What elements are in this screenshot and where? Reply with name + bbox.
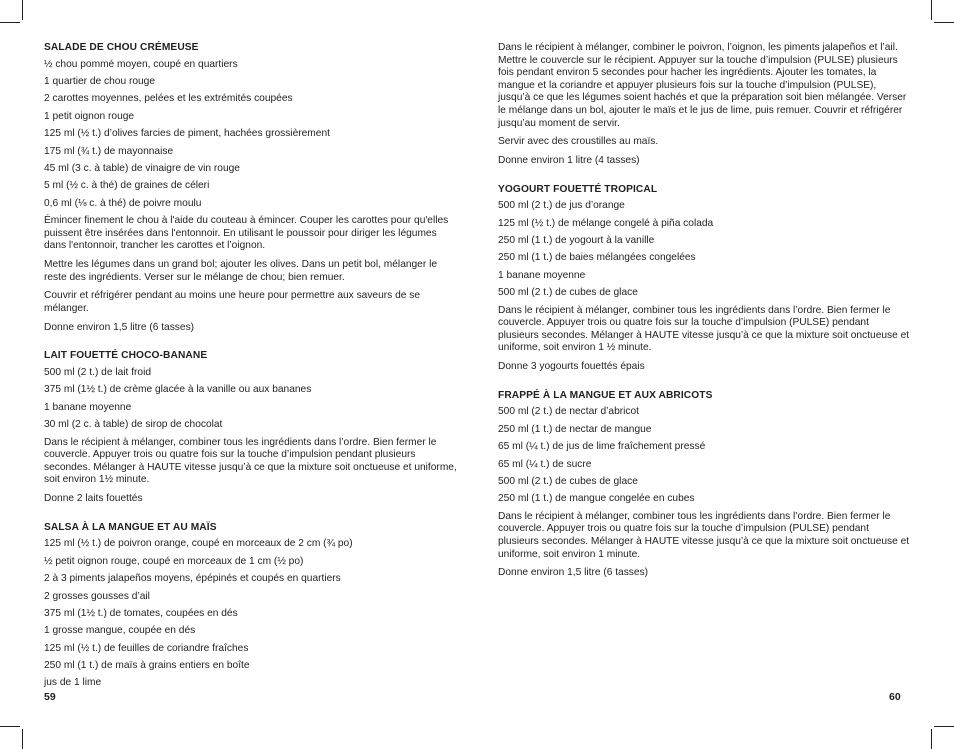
recipe-yield: Donne 3 yogourts fouettés épais [498,361,645,373]
ingredient: 1 grosse mangue, coupée en dés [44,625,196,637]
ingredient: ½ petit oignon rouge, coupé en morceaux de 1 cm (½ po) [44,555,304,567]
recipe-title: FRAPPÉ À LA MANGUE ET AUX ABRICOTS [498,389,713,401]
ingredient: 375 ml (1½ t.) de crème glacée à la vanille ou aux bananes [44,384,312,396]
ingredient: jus de 1 lime [44,677,102,689]
ingredient: 65 ml (¼ t.) de jus de lime fraîchement pressé [498,441,706,453]
instruction-paragraph: Dans le récipient à mélanger, combiner tous les ingrédients dans l’ordre. Bien fermer le couvercle. Appuyer trois ou quatre fois sur la touche d’impulsion pendant plusieurs secondes. Mélanger à HAUTE vitesse jusqu’à ce que la mixture soit onctueuse et uniforme, soit environ 1½ minute. [44,436,457,486]
crop-mark-bottom-right-v [931,729,932,749]
ingredient: 175 ml (¾ t.) de mayonnaise [44,145,174,157]
ingredient: 2 à 3 piments jalapeños moyens, épépinés et coupés en quartiers [44,573,341,585]
recipe-mango-apricot-frappe [498,390,910,580]
ingredient: 2 carottes moyennes, pelées et les extrémités coupées [44,93,293,105]
ingredient: 250 ml (1 t.) de nectar de mangue [498,423,652,435]
ingredient: 500 ml (2 t.) de lait froid [44,367,152,379]
ingredient: 500 ml (2 t.) de nectar d’abricot [498,406,639,418]
crop-mark-top-left-h [0,22,20,23]
recipe-yield: Donne 2 laits fouettés [44,493,143,505]
crop-mark-top-right-h [934,22,954,23]
recipe-mango-corn-salsa [44,522,458,690]
ingredient: 375 ml (1½ t.) de tomates, coupées en dés [44,607,238,619]
right-page-column [498,42,910,586]
recipe-yield: Donne environ 1 litre (4 tasses) [498,155,640,167]
crop-mark-bottom-left-h [0,726,20,727]
salsa-continued [498,42,910,168]
ingredient: 500 ml (2 t.) de cubes de glace [498,475,638,487]
ingredient: 500 ml (2 t.) de jus d’orange [498,200,625,212]
ingredient: ½ chou pommé moyen, coupé en quartiers [44,58,238,70]
left-page-column [44,42,458,695]
ingredient: 1 petit oignon rouge [44,110,135,122]
recipe-coleslaw [44,42,458,334]
recipe-title: SALSA À LA MANGUE ET AU MAÏS [44,521,217,533]
ingredient: 125 ml (½ t.) d’olives farcies de piment, hachées grossièrement [44,128,330,140]
ingredient: 2 grosses gousses d’ail [44,590,150,602]
recipe-title: LAIT FOUETTÉ CHOCO-BANANE [44,350,208,362]
ingredient: 500 ml (2 t.) de cubes de glace [498,287,638,299]
instruction-paragraph: Dans le récipient à mélanger, combiner tous les ingrédients dans l’ordre. Bien fermer le couvercle. Appuyer trois ou quatre fois sur la touche d’impulsion (PULSE) pendant plusieurs secondes. Mélanger à HAUTE vitesse jusqu’à ce que la mixture soit onctueuse et uniforme, soit environ 1 ½ minute. [498,304,910,354]
ingredient: 1 banane moyenne [498,269,586,281]
ingredient: 1 banane moyenne [44,401,132,413]
page-number-right: 60 [889,691,901,703]
crop-mark-bottom-right-h [934,726,954,727]
ingredient: 250 ml (1 t.) de maïs à grains entiers en boîte [44,660,250,672]
recipe-yield: Donne environ 1,5 litre (6 tasses) [498,567,649,579]
ingredient: 0,6 ml (⅛ c. à thé) de poivre moulu [44,197,202,209]
crop-mark-bottom-left-v [22,729,23,749]
ingredient: 125 ml (½ t.) de feuilles de coriandre fraîches [44,642,249,654]
ingredient: 125 ml (½ t.) de mélange congelé à piña colada [498,217,714,229]
ingredient: 1 quartier de chou rouge [44,75,156,87]
instruction-paragraph: Servir avec des croustilles au maïs. [498,136,659,148]
instruction-paragraph: Émincer finement le chou à l'aide du couteau à émincer. Couper les carottes pour qu'elles puissent être insérées dans l'entonnoir. En utilisant le poussoir pour diriger les légumes dans l'entonnoir, trancher les carottes et l’oignon. [44,215,449,252]
recipe-title: YOGOURT FOUETTÉ TROPICAL [498,183,658,195]
ingredient: 45 ml (3 c. à table) de vinaigre de vin rouge [44,162,240,174]
ingredient: 250 ml (1 t.) de yogourt à la vanille [498,235,655,247]
ingredient: 5 ml (½ c. à thé) de graines de céleri [44,180,210,192]
ingredient: 250 ml (1 t.) de baies mélangées congelées [498,252,696,264]
instruction-paragraph: Dans le récipient à mélanger, combiner tous les ingrédients dans l’ordre. Bien fermer le couvercle. Appuyer trois ou quatre fois sur la touche d’impulsion (PULSE) pendant plusieurs secondes. Mélanger à HAUTE vitesse jusqu’à ce que la mixture soit onctueuse et uniforme, soit environ 1 minute. [498,510,910,560]
instruction-paragraph: Dans le récipient à mélanger, combiner le poivron, l’oignon, les piments jalapeños et l’ail. Mettre le couvercle sur le récipient. Appuyer sur la touche d’impulsion (PULSE) plusieurs fois pendant environ 5 secondes pour hacher les ingrédients. Ajouter les tomates, la mangue et la coriandre et appuyer plusieurs fois sur la touche d’impulsion (PULSE), jusqu’à ce que les légumes soient hachés et que la préparation soit bien mélangée. Verser le mélange dans un bol, ajouter le maïs et le jus de lime, puis remuer. Couvrir et réfrigérer jusqu’au moment de servir. [498,42,907,129]
instruction-paragraph: Mettre les légumes dans un grand bol; ajouter les olives. Dans un petit bol, mélanger le reste des ingrédients. Verser sur le mélange de chou; bien remuer. [44,259,438,283]
page-number-left: 59 [44,691,56,703]
ingredient: 125 ml (½ t.) de poivron orange, coupé en morceaux de 2 cm (¾ po) [44,538,353,550]
recipe-choco-banana-shake [44,350,458,505]
ingredient: 65 ml (¼ t.) de sucre [498,458,592,470]
instruction-paragraph: Couvrir et réfrigérer pendant au moins une heure pour permettre aux saveurs de se mélanger. [44,290,421,315]
crop-mark-top-left-v [22,0,23,20]
recipe-title: SALADE DE CHOU CRÉMEUSE [44,42,199,53]
crop-mark-top-right-v [931,0,932,20]
ingredient: 30 ml (2 c. à table) de sirop de chocolat [44,419,223,431]
ingredient: 250 ml (1 t.) de mangue congelée en cubes [498,493,695,505]
recipe-yield: Donne environ 1,5 litre (6 tasses) [44,321,195,333]
recipe-tropical-yogurt-shake [498,184,910,374]
